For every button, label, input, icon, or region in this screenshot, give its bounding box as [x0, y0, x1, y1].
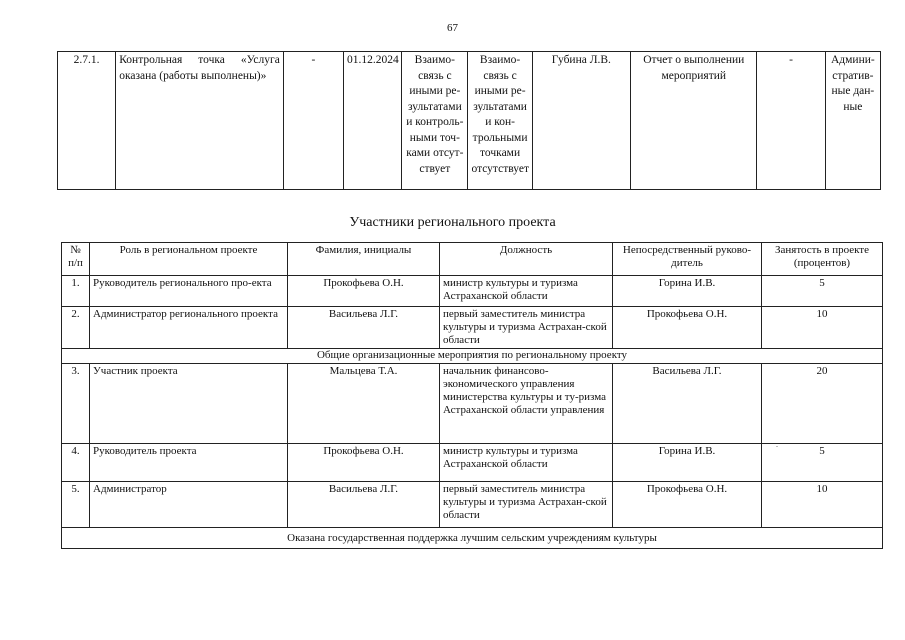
row-position: министр культуры и туризма Астраханской области — [440, 276, 613, 307]
row-manager: Прокофьева О.Н. — [613, 482, 762, 528]
row-manager: Прокофьева О.Н. — [613, 307, 762, 349]
cp-dash-2: - — [757, 52, 825, 190]
header-position: Должность — [440, 243, 613, 276]
row-position: первый заместитель министра культуры и туризма Астрахан-ской области — [440, 307, 613, 349]
section-title: Участники регионального проекта — [349, 215, 556, 230]
control-point-table — [57, 51, 881, 190]
row-num: 1. — [62, 276, 90, 307]
section-label: Общие организационные мероприятия по региональному проекту — [62, 349, 883, 364]
cp-responsible: Губина Л.В. — [532, 52, 630, 190]
row-name: Васильева Л.Г. — [288, 482, 440, 528]
row-name: Мальцева Т.А. — [288, 364, 440, 444]
participants-table — [61, 242, 883, 549]
scan-mark: . — [776, 440, 778, 449]
header-role: Роль в региональном проекте — [90, 243, 288, 276]
section-row — [62, 349, 883, 364]
row-position: министр культуры и туризма Астраханской области — [440, 444, 613, 482]
table-row — [62, 307, 883, 349]
header-manager: Непосредственный руково-дитель — [613, 243, 762, 276]
row-load: 10 — [762, 482, 883, 528]
row-manager: Горина И.В. — [613, 444, 762, 482]
row-num: 2. — [62, 307, 90, 349]
table-header-row — [62, 243, 883, 276]
row-load: 20 — [762, 364, 883, 444]
table-row — [62, 482, 883, 528]
cp-link-1: Взаимо-связь с иными ре-зультатами и контроль-ными точ-ками отсут-ствует — [402, 52, 468, 190]
row-name: Васильева Л.Г. — [288, 307, 440, 349]
row-load: 10 — [762, 307, 883, 349]
row-load: 5 — [762, 444, 883, 482]
cp-source: Админи-стратив-ные дан-ные — [825, 52, 880, 190]
row-manager: Васильева Л.Г. — [613, 364, 762, 444]
cp-date: 01.12.2024 — [344, 52, 402, 190]
row-position: начальник финансово-экономического управления министерства культуры и ту-ризма Астраханской области управления — [440, 364, 613, 444]
table-row — [62, 444, 883, 482]
table-row — [62, 276, 883, 307]
row-position: первый заместитель министра культуры и туризма Астрахан-ской области — [440, 482, 613, 528]
section-label: Оказана государственная поддержка лучшим сельским учреждениям культуры — [62, 528, 883, 549]
row-role: Администратор регионального проекта — [90, 307, 288, 349]
row-load: 5 — [762, 276, 883, 307]
table-row — [58, 52, 881, 190]
row-role: Администратор — [90, 482, 288, 528]
row-num: 4. — [62, 444, 90, 482]
header-name: Фамилия, инициалы — [288, 243, 440, 276]
cp-report: Отчет о выполнении мероприятий — [631, 52, 757, 190]
row-role: Руководитель регионального про-екта — [90, 276, 288, 307]
header-num: № п/п — [62, 243, 90, 276]
table-row — [62, 364, 883, 444]
row-manager: Горина И.В. — [613, 276, 762, 307]
cp-name: Контрольная точка «Услуга оказана (работы выполнены)» — [116, 52, 284, 190]
section-row — [62, 528, 883, 549]
cp-code: 2.7.1. — [58, 52, 116, 190]
row-num: 3. — [62, 364, 90, 444]
cp-link-2: Взаимо-связь с иными ре-зультатами и кон-трольными точками отсутствует — [468, 52, 532, 190]
row-role: Участник проекта — [90, 364, 288, 444]
row-name: Прокофьева О.Н. — [288, 444, 440, 482]
row-role: Руководитель проекта — [90, 444, 288, 482]
row-name: Прокофьева О.Н. — [288, 276, 440, 307]
header-load: Занятость в проекте (процентов) — [762, 243, 883, 276]
page-number: 67 — [447, 22, 458, 34]
cp-dash-1: - — [283, 52, 343, 190]
row-num: 5. — [62, 482, 90, 528]
